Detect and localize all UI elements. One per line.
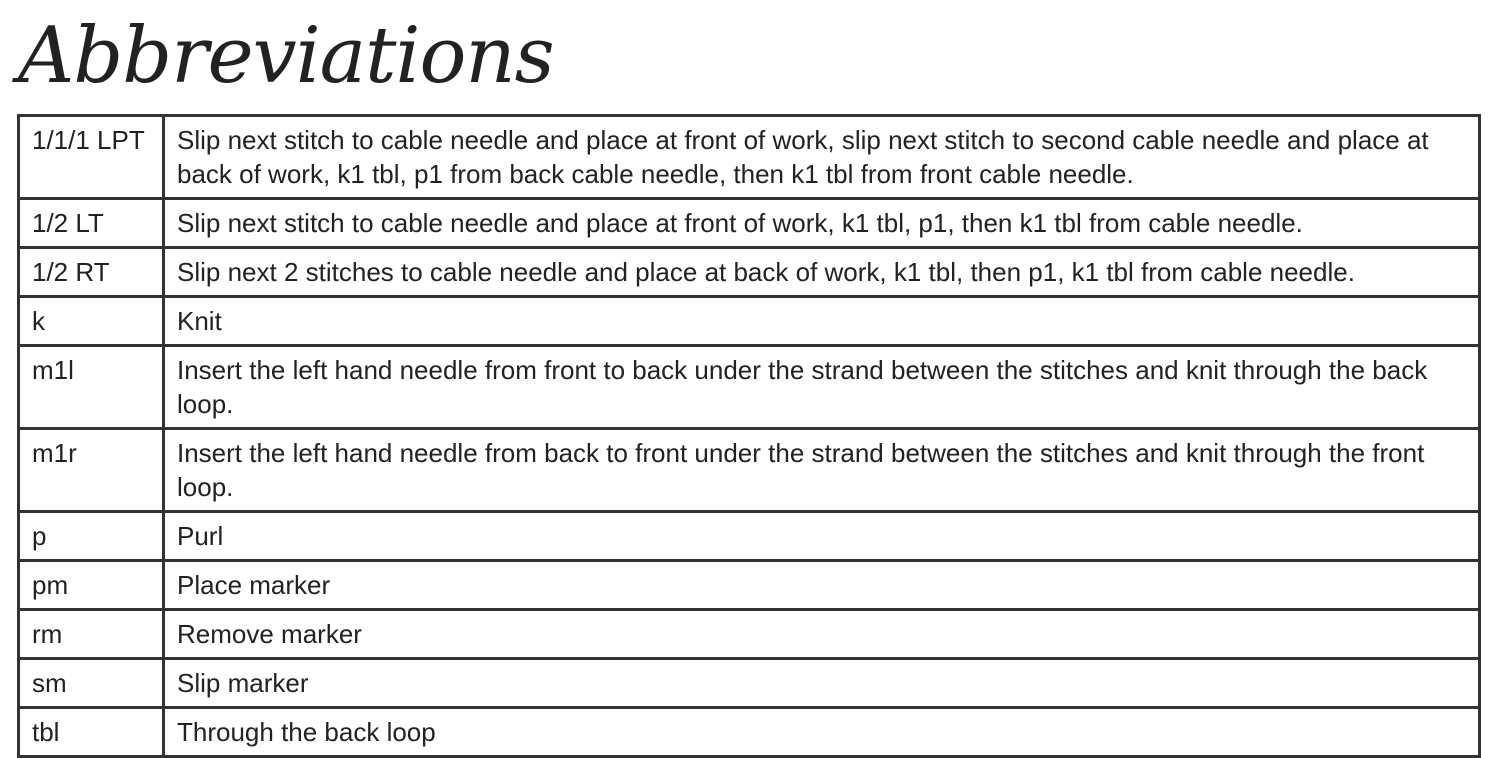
table-row bbox=[19, 346, 1480, 429]
abbreviation-definition: Slip next 2 stitches to cable needle and place at back of work, k1 tbl, then p1, k1 tbl from cable needle. bbox=[164, 248, 1480, 297]
table-row bbox=[19, 297, 1480, 346]
abbreviation-definition: Purl bbox=[164, 512, 1480, 561]
abbreviation-definition: Slip next stitch to cable needle and place at front of work, slip next stitch to second cable needle and place at back of work, k1 tbl, p1 from back cable needle, then k1 tbl from front cable needle. bbox=[164, 116, 1480, 199]
abbreviations-table bbox=[17, 114, 1481, 758]
abbreviation-term: k bbox=[19, 297, 164, 346]
abbreviation-term: pm bbox=[19, 561, 164, 610]
abbreviation-definition: Place marker bbox=[164, 561, 1480, 610]
abbreviation-definition: Slip next stitch to cable needle and place at front of work, k1 tbl, p1, then k1 tbl from cable needle. bbox=[164, 199, 1480, 248]
table-row bbox=[19, 512, 1480, 561]
abbreviation-definition: Slip marker bbox=[164, 659, 1480, 708]
table-row bbox=[19, 561, 1480, 610]
page-title: Abbreviations bbox=[18, 11, 554, 101]
table-row bbox=[19, 659, 1480, 708]
abbreviation-term: m1l bbox=[19, 346, 164, 429]
abbreviation-term: 1/2 RT bbox=[19, 248, 164, 297]
abbreviation-definition: Through the back loop bbox=[164, 708, 1480, 757]
abbreviation-term: 1/1/1 LPT bbox=[19, 116, 164, 199]
abbreviation-definition: Knit bbox=[164, 297, 1480, 346]
table-row bbox=[19, 429, 1480, 512]
abbreviation-term: rm bbox=[19, 610, 164, 659]
table-row bbox=[19, 708, 1480, 757]
abbreviation-term: tbl bbox=[19, 708, 164, 757]
abbreviation-term: sm bbox=[19, 659, 164, 708]
abbreviation-definition: Remove marker bbox=[164, 610, 1480, 659]
table-row bbox=[19, 199, 1480, 248]
abbreviation-definition: Insert the left hand needle from front to back under the strand between the stitches and knit through the back loop. bbox=[164, 346, 1480, 429]
table-row bbox=[19, 248, 1480, 297]
table-row bbox=[19, 610, 1480, 659]
abbreviation-term: m1r bbox=[19, 429, 164, 512]
abbreviation-term: 1/2 LT bbox=[19, 199, 164, 248]
abbreviation-term: p bbox=[19, 512, 164, 561]
abbreviation-definition: Insert the left hand needle from back to front under the strand between the stitches and knit through the front loop. bbox=[164, 429, 1480, 512]
table-row bbox=[19, 116, 1480, 199]
